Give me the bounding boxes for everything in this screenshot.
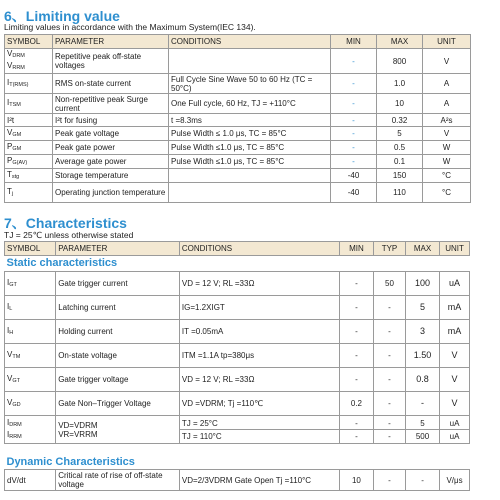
table-row <box>5 320 470 344</box>
parameter-cell: I²t for fusing <box>53 114 169 127</box>
header-parameter: PARAMETER <box>53 35 169 49</box>
unit-cell: W <box>423 155 471 169</box>
header-symbol: SYMBOL <box>5 35 53 49</box>
unit-cell: °C <box>423 183 471 203</box>
table-row <box>5 183 471 203</box>
unit-cell: A <box>423 94 471 114</box>
max-cell: - <box>405 392 439 416</box>
unit-cell: V <box>440 392 470 416</box>
symbol-cell: $V_{GD}$ <box>5 392 56 416</box>
symbol-cell: $I_{TSM}$ <box>5 94 53 114</box>
min-cell: -40 <box>331 183 377 203</box>
symbol-cell: $I_H$ <box>5 320 56 344</box>
table-row <box>5 296 470 320</box>
symbol-cell: $I_L$ <box>5 296 56 320</box>
parameter-cell: Gate trigger voltage <box>56 368 180 392</box>
typ-cell: - <box>373 368 405 392</box>
unit-cell: mA <box>440 296 470 320</box>
conditions-cell: IT =0.05mA <box>179 320 339 344</box>
max-cell: 110 <box>377 183 423 203</box>
max-cell: 100 <box>405 272 439 296</box>
parameter-cell: Average gate power <box>53 155 169 169</box>
conditions-cell: VD=2/3VDRM Gate Open Tj =110°C <box>179 470 339 491</box>
header-unit: UNIT <box>423 35 471 49</box>
unit-cell: V <box>440 368 470 392</box>
static-characteristics-title: Static characteristics <box>5 256 470 272</box>
symbol-cell: I²t <box>5 114 53 127</box>
unit-cell: mA <box>440 320 470 344</box>
conditions-cell <box>169 183 331 203</box>
conditions-cell: Pulse Width ≤ 1.0 μs, TC = 85°C <box>169 127 331 141</box>
unit-cell: uA uA <box>440 416 470 444</box>
unit-cell: A <box>423 74 471 94</box>
conditions-cell: VD =VDRM; Tj =110℃ <box>179 392 339 416</box>
dynamic-group-row <box>5 444 470 470</box>
symbol-cell: $V_{GM}$ <box>5 127 53 141</box>
min-cell: - <box>339 344 373 368</box>
parameter-cell: Holding current <box>56 320 180 344</box>
conditions-cell: Full Cycle Sine Wave 50 to 60 Hz (TC = 50°C) <box>169 74 331 94</box>
unit-cell: V/μs <box>440 470 470 491</box>
typ-cell: - <box>373 392 405 416</box>
section-6-subtitle: Limiting values in accordance with the Maximum System(IEC 134). <box>4 22 256 32</box>
table-row <box>5 344 470 368</box>
unit-cell: V <box>423 49 471 74</box>
typ-cell: - <box>373 320 405 344</box>
header-typ: TYP <box>373 242 405 256</box>
table-row <box>5 94 471 114</box>
parameter-cell: Non-repetitive peak Surge current <box>53 94 169 114</box>
max-cell: 0.5 <box>377 141 423 155</box>
min-cell: - <box>339 272 373 296</box>
parameter-cell: On-state voltage <box>56 344 180 368</box>
header-conditions: CONDITIONS <box>169 35 331 49</box>
min-cell: 10 <box>339 470 373 491</box>
min-cell: -40 <box>331 169 377 183</box>
max-cell: - <box>405 470 439 491</box>
min-cell: - <box>331 141 377 155</box>
max-cell: 0.8 <box>405 368 439 392</box>
parameter-cell: Gate Non–Trigger Voltage <box>56 392 180 416</box>
header-parameter: PARAMETER <box>56 242 180 256</box>
conditions-cell <box>169 49 331 74</box>
table-row <box>5 155 471 169</box>
parameter-cell: Gate trigger current <box>56 272 180 296</box>
max-cell: 1.50 <box>405 344 439 368</box>
symbol-cell: dV/dt <box>5 470 56 491</box>
min-cell: - <box>331 94 377 114</box>
header-min: MIN <box>331 35 377 49</box>
parameter-cell: Peak gate voltage <box>53 127 169 141</box>
conditions-cell: VD = 12 V; RL =33Ω <box>179 368 339 392</box>
max-cell: 5 <box>405 296 439 320</box>
unit-cell: °C <box>423 169 471 183</box>
max-cell: 5 <box>377 127 423 141</box>
dynamic-characteristics-title: Dynamic Characteristics <box>5 444 470 470</box>
symbol-cell: $I_{DRM}$ $I_{RRM}$ <box>5 416 56 444</box>
max-cell: 0.32 <box>377 114 423 127</box>
symbol-cell: $I_{GT}$ <box>5 272 56 296</box>
symbol-cell: $I_{T(RMS)}$ <box>5 74 53 94</box>
unit-cell: W <box>423 141 471 155</box>
min-cell: 0.2 <box>339 392 373 416</box>
header-max: MAX <box>405 242 439 256</box>
min-cell: - <box>339 368 373 392</box>
symbol-cell: $T_{stg}$ <box>5 169 53 183</box>
conditions-cell: VD = 12 V; RL =33Ω <box>179 272 339 296</box>
unit-cell: V <box>423 127 471 141</box>
section-7-subtitle: TJ = 25℃ unless otherwise stated <box>4 230 134 240</box>
symbol-cell: $P_{G(AV)}$ <box>5 155 53 169</box>
unit-cell: V <box>440 344 470 368</box>
parameter-cell: Latching current <box>56 296 180 320</box>
symbol-cell: $P_{GM}$ <box>5 141 53 155</box>
parameter-cell: Repetitive peak off-state voltages <box>53 49 169 74</box>
max-cell: 800 <box>377 49 423 74</box>
max-cell: 3 <box>405 320 439 344</box>
max-cell: 0.1 <box>377 155 423 169</box>
leakage-row <box>5 416 470 444</box>
table-row <box>5 392 470 416</box>
typ-cell: 50 <box>373 272 405 296</box>
conditions-cell: IG=1.2XIGT <box>179 296 339 320</box>
limiting-values-table <box>4 34 471 203</box>
section-6-title: 6、Limiting value <box>4 8 120 24</box>
characteristics-table <box>4 241 470 491</box>
table-row <box>5 169 471 183</box>
header-unit: UNIT <box>440 242 470 256</box>
typ-cell: - <box>373 344 405 368</box>
table-row <box>5 368 470 392</box>
symbol-cell: $V_{GT}$ <box>5 368 56 392</box>
unit-cell: A²s <box>423 114 471 127</box>
header-symbol: SYMBOL <box>5 242 56 256</box>
conditions-cell: Pulse Width ≤1.0 μs, TC = 85°C <box>169 155 331 169</box>
header-conditions: CONDITIONS <box>179 242 339 256</box>
table-row <box>5 74 471 94</box>
conditions-cell: TJ = 25°C TJ = 110°C <box>179 416 339 444</box>
unit-cell: uA <box>440 272 470 296</box>
table-row <box>5 114 471 127</box>
table-row <box>5 272 470 296</box>
conditions-cell: Pulse Width ≤1.0 μs, TC = 85°C <box>169 141 331 155</box>
max-cell: 1.0 <box>377 74 423 94</box>
dvdt-row <box>5 470 470 491</box>
conditions-cell: ITM =1.1A tp=380μs <box>179 344 339 368</box>
typ-cell: - <box>373 470 405 491</box>
table-row <box>5 127 471 141</box>
min-cell: - - <box>339 416 373 444</box>
min-cell: - <box>331 127 377 141</box>
parameter-cell: Operating junction temperature <box>53 183 169 203</box>
symbol-cell: $V_{TM}$ <box>5 344 56 368</box>
parameter-cell: Critical rate of rise of off-state voltage <box>56 470 180 491</box>
section-7-title: 7、Characteristics <box>4 215 127 231</box>
parameter-cell: Peak gate power <box>53 141 169 155</box>
table-header-row <box>5 35 471 49</box>
conditions-cell: t =8.3ms <box>169 114 331 127</box>
header-max: MAX <box>377 35 423 49</box>
conditions-cell: One Full cycle, 60 Hz, TJ = +110°C <box>169 94 331 114</box>
parameter-cell: VD=VDRM VR=VRRM <box>56 416 180 444</box>
symbol-cell: $V_{DRM}$ $V_{RRM}$ <box>5 49 53 74</box>
parameter-cell: Storage temperature <box>53 169 169 183</box>
parameter-cell: RMS on-state current <box>53 74 169 94</box>
table-row <box>5 49 471 74</box>
min-cell: - <box>331 49 377 74</box>
min-cell: - <box>331 155 377 169</box>
symbol-cell: $T_j$ <box>5 183 53 203</box>
table-row <box>5 141 471 155</box>
table-header-row <box>5 242 470 256</box>
min-cell: - <box>339 296 373 320</box>
min-cell: - <box>331 114 377 127</box>
typ-cell: - <box>373 296 405 320</box>
typ-cell: - - <box>373 416 405 444</box>
header-min: MIN <box>339 242 373 256</box>
static-group-row <box>5 256 470 272</box>
min-cell: - <box>339 320 373 344</box>
max-cell: 10 <box>377 94 423 114</box>
max-cell: 5 500 <box>405 416 439 444</box>
conditions-cell <box>169 169 331 183</box>
min-cell: - <box>331 74 377 94</box>
max-cell: 150 <box>377 169 423 183</box>
